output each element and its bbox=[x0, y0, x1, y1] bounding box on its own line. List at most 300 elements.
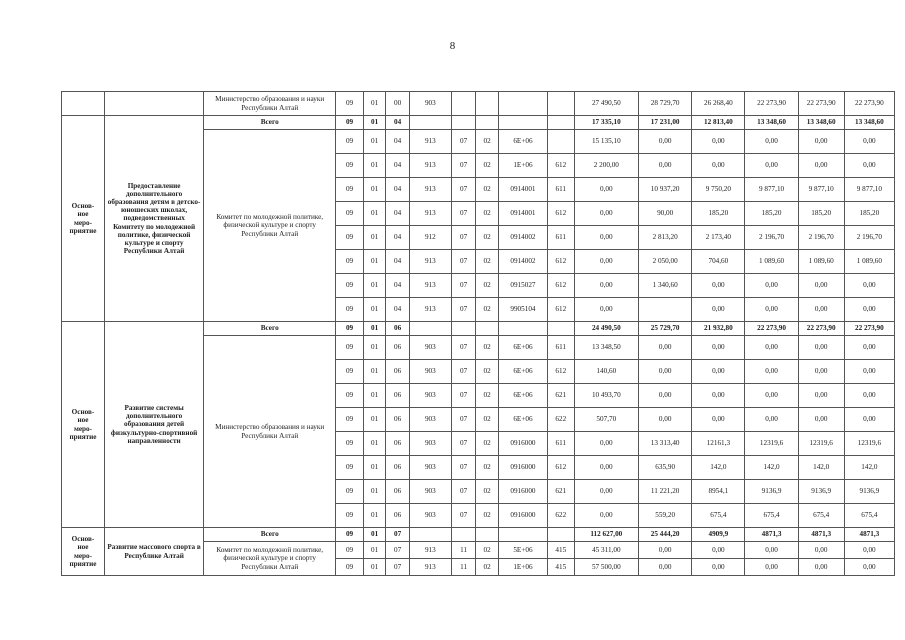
value-cell: 0,00 bbox=[745, 559, 798, 576]
value-cell: 0,00 bbox=[574, 456, 638, 480]
code-cell: 01 bbox=[363, 322, 386, 336]
value-cell: 0,00 bbox=[692, 154, 745, 178]
code-cell: 913 bbox=[409, 154, 451, 178]
code-cell: 07 bbox=[386, 559, 410, 576]
value-cell: 0,00 bbox=[639, 130, 692, 154]
value-cell: 0,00 bbox=[692, 274, 745, 298]
code-cell: 612 bbox=[547, 274, 574, 298]
empty-cell bbox=[409, 116, 451, 130]
value-cell: 140,60 bbox=[574, 360, 638, 384]
code-cell: 09 bbox=[336, 432, 364, 456]
code-cell: 622 bbox=[547, 504, 574, 528]
value-cell: 635,90 bbox=[639, 456, 692, 480]
code-cell: 11 bbox=[451, 542, 476, 559]
code-cell: 07 bbox=[451, 202, 476, 226]
value-cell: 0,00 bbox=[798, 274, 844, 298]
value-cell: 0,00 bbox=[639, 360, 692, 384]
value-cell: 0,00 bbox=[692, 360, 745, 384]
code-cell: 07 bbox=[451, 384, 476, 408]
code-cell: 0914002 bbox=[498, 226, 547, 250]
code-cell: 09 bbox=[336, 130, 364, 154]
value-cell: 22 273,90 bbox=[798, 92, 844, 116]
code-cell: 9905104 bbox=[498, 298, 547, 322]
value-cell: 0,00 bbox=[574, 202, 638, 226]
empty-cell bbox=[409, 528, 451, 542]
code-cell: 07 bbox=[386, 542, 410, 559]
code-cell: 02 bbox=[476, 360, 499, 384]
code-cell: 00 bbox=[386, 92, 410, 116]
value-cell: 0,00 bbox=[844, 559, 894, 576]
code-cell: 06 bbox=[386, 504, 410, 528]
code-cell: 11 bbox=[451, 559, 476, 576]
code-cell: 903 bbox=[409, 384, 451, 408]
value-cell: 0,00 bbox=[844, 298, 894, 322]
code-cell: 02 bbox=[476, 336, 499, 360]
value-cell: 9 877,10 bbox=[745, 178, 798, 202]
code-cell: 09 bbox=[336, 360, 364, 384]
value-cell: 0,00 bbox=[745, 542, 798, 559]
code-cell: 913 bbox=[409, 559, 451, 576]
value-cell: 0,00 bbox=[639, 154, 692, 178]
total-value-cell: 17 335,10 bbox=[574, 116, 638, 130]
code-cell: 06 bbox=[386, 384, 410, 408]
empty-cell bbox=[498, 116, 547, 130]
code-cell: 07 bbox=[451, 298, 476, 322]
code-cell: 02 bbox=[476, 559, 499, 576]
code-cell: 0916000 bbox=[498, 504, 547, 528]
code-cell: 01 bbox=[363, 130, 386, 154]
code-cell bbox=[498, 92, 547, 116]
code-cell: 0915027 bbox=[498, 274, 547, 298]
value-cell: 185,20 bbox=[692, 202, 745, 226]
page-number: 8 bbox=[449, 40, 456, 52]
empty-cell bbox=[104, 92, 203, 116]
code-cell: 04 bbox=[386, 250, 410, 274]
value-cell: 2 050,00 bbox=[639, 250, 692, 274]
code-cell: 6E+06 bbox=[498, 360, 547, 384]
code-cell: 6E+06 bbox=[498, 336, 547, 360]
value-cell: 13 313,40 bbox=[639, 432, 692, 456]
value-cell: 0,00 bbox=[844, 154, 894, 178]
code-cell: 0914001 bbox=[498, 178, 547, 202]
value-cell: 0,00 bbox=[574, 480, 638, 504]
code-cell: 09 bbox=[336, 154, 364, 178]
value-cell: 9 750,20 bbox=[692, 178, 745, 202]
total-row bbox=[62, 116, 895, 130]
value-cell: 12319,6 bbox=[745, 432, 798, 456]
code-cell: 02 bbox=[476, 226, 499, 250]
value-cell: 12319,6 bbox=[844, 432, 894, 456]
total-value-cell: 13 348,60 bbox=[798, 116, 844, 130]
code-cell: 02 bbox=[476, 480, 499, 504]
total-label-cell: Всего bbox=[204, 116, 336, 130]
code-cell: 415 bbox=[547, 559, 574, 576]
value-cell: 0,00 bbox=[844, 360, 894, 384]
code-cell: 07 bbox=[451, 360, 476, 384]
value-cell: 142,0 bbox=[745, 456, 798, 480]
code-cell: 01 bbox=[363, 384, 386, 408]
value-cell: 0,00 bbox=[692, 559, 745, 576]
value-cell: 2 173,40 bbox=[692, 226, 745, 250]
value-cell: 185,20 bbox=[798, 202, 844, 226]
code-cell: 1E+06 bbox=[498, 154, 547, 178]
code-cell: 04 bbox=[386, 298, 410, 322]
code-cell: 09 bbox=[336, 322, 364, 336]
empty-cell bbox=[409, 322, 451, 336]
code-cell: 09 bbox=[336, 504, 364, 528]
code-cell: 903 bbox=[409, 336, 451, 360]
empty-cell bbox=[498, 528, 547, 542]
total-value-cell: 13 348,60 bbox=[745, 116, 798, 130]
value-cell: 0,00 bbox=[692, 384, 745, 408]
total-row bbox=[62, 322, 895, 336]
total-row bbox=[62, 528, 895, 542]
code-cell: 611 bbox=[547, 226, 574, 250]
code-cell: 04 bbox=[386, 116, 410, 130]
code-cell: 01 bbox=[363, 274, 386, 298]
code-cell: 01 bbox=[363, 116, 386, 130]
code-cell: 611 bbox=[547, 178, 574, 202]
code-cell: 02 bbox=[476, 504, 499, 528]
code-cell: 07 bbox=[451, 250, 476, 274]
table-row bbox=[62, 92, 895, 116]
value-cell: 10 937,20 bbox=[639, 178, 692, 202]
value-cell: 0,00 bbox=[844, 336, 894, 360]
value-cell: 2 196,70 bbox=[798, 226, 844, 250]
value-cell: 559,20 bbox=[639, 504, 692, 528]
empty-cell bbox=[476, 528, 499, 542]
empty-cell bbox=[476, 116, 499, 130]
code-cell: 02 bbox=[476, 154, 499, 178]
code-cell: 09 bbox=[336, 559, 364, 576]
empty-cell bbox=[62, 92, 105, 116]
code-cell: 02 bbox=[476, 130, 499, 154]
value-cell: 0,00 bbox=[745, 336, 798, 360]
code-cell: 913 bbox=[409, 274, 451, 298]
value-cell: 0,00 bbox=[574, 226, 638, 250]
value-cell: 0,00 bbox=[798, 542, 844, 559]
empty-cell bbox=[547, 116, 574, 130]
code-cell: 01 bbox=[363, 528, 386, 542]
value-cell bbox=[639, 298, 692, 322]
value-cell: 0,00 bbox=[844, 408, 894, 432]
value-cell: 704,60 bbox=[692, 250, 745, 274]
code-cell: 611 bbox=[547, 336, 574, 360]
empty-cell bbox=[476, 322, 499, 336]
code-cell: 02 bbox=[476, 178, 499, 202]
total-value-cell: 21 932,80 bbox=[692, 322, 745, 336]
value-cell: 0,00 bbox=[745, 298, 798, 322]
activity-type-cell: Основ- ное меро- приятие bbox=[62, 528, 105, 576]
value-cell: 0,00 bbox=[574, 274, 638, 298]
value-cell: 0,00 bbox=[798, 298, 844, 322]
code-cell: 07 bbox=[451, 178, 476, 202]
value-cell: 9136,9 bbox=[798, 480, 844, 504]
value-cell: 185,20 bbox=[745, 202, 798, 226]
value-cell: 1 089,60 bbox=[798, 250, 844, 274]
value-cell: 2 196,70 bbox=[844, 226, 894, 250]
code-cell: 04 bbox=[386, 226, 410, 250]
code-cell: 04 bbox=[386, 202, 410, 226]
code-cell: 621 bbox=[547, 480, 574, 504]
total-value-cell: 25 444,20 bbox=[639, 528, 692, 542]
total-value-cell: 22 273,90 bbox=[745, 322, 798, 336]
code-cell: 02 bbox=[476, 250, 499, 274]
code-cell: 09 bbox=[336, 250, 364, 274]
value-cell: 142,0 bbox=[692, 456, 745, 480]
total-value-cell: 25 729,70 bbox=[639, 322, 692, 336]
code-cell: 07 bbox=[451, 480, 476, 504]
code-cell: 622 bbox=[547, 408, 574, 432]
value-cell: 0,00 bbox=[692, 130, 745, 154]
activity-type-cell: Основ- ное меро- приятие bbox=[62, 116, 105, 322]
code-cell: 01 bbox=[363, 432, 386, 456]
code-cell: 07 bbox=[451, 456, 476, 480]
value-cell: 0,00 bbox=[798, 154, 844, 178]
code-cell: 612 bbox=[547, 298, 574, 322]
code-cell: 0916000 bbox=[498, 480, 547, 504]
total-label-cell: Всего bbox=[204, 322, 336, 336]
value-cell: 0,00 bbox=[798, 130, 844, 154]
value-cell: 22 273,90 bbox=[745, 92, 798, 116]
code-cell: 09 bbox=[336, 542, 364, 559]
empty-cell bbox=[451, 116, 476, 130]
value-cell: 0,00 bbox=[745, 408, 798, 432]
total-value-cell: 17 231,00 bbox=[639, 116, 692, 130]
empty-cell bbox=[547, 528, 574, 542]
value-cell: 0,00 bbox=[692, 408, 745, 432]
code-cell: 01 bbox=[363, 408, 386, 432]
value-cell: 45 311,00 bbox=[574, 542, 638, 559]
activity-name-cell: Развитие массового спорта в Республике Алтай bbox=[104, 528, 203, 576]
code-cell: 09 bbox=[336, 226, 364, 250]
value-cell: 0,00 bbox=[844, 542, 894, 559]
code-cell: 01 bbox=[363, 202, 386, 226]
code-cell: 02 bbox=[476, 298, 499, 322]
value-cell: 15 135,10 bbox=[574, 130, 638, 154]
organization-cell: Министерство образования и науки Республики Алтай bbox=[204, 336, 336, 528]
code-cell: 612 bbox=[547, 360, 574, 384]
code-cell: 611 bbox=[547, 432, 574, 456]
code-cell: 913 bbox=[409, 202, 451, 226]
code-cell: 903 bbox=[409, 408, 451, 432]
code-cell: 04 bbox=[386, 274, 410, 298]
code-cell: 02 bbox=[476, 384, 499, 408]
code-cell: 09 bbox=[336, 336, 364, 360]
budget-table bbox=[61, 91, 895, 576]
value-cell: 26 268,40 bbox=[692, 92, 745, 116]
value-cell: 10 493,70 bbox=[574, 384, 638, 408]
code-cell: 01 bbox=[363, 360, 386, 384]
code-cell: 612 bbox=[547, 154, 574, 178]
code-cell: 913 bbox=[409, 130, 451, 154]
value-cell: 0,00 bbox=[639, 542, 692, 559]
code-cell: 09 bbox=[336, 384, 364, 408]
total-value-cell: 24 490,50 bbox=[574, 322, 638, 336]
organization-cell: Комитет по молодежной политике, физической культуре и спорту Республики Алтай bbox=[204, 542, 336, 576]
total-value-cell: 22 273,90 bbox=[798, 322, 844, 336]
code-cell: 06 bbox=[386, 322, 410, 336]
value-cell: 1 340,60 bbox=[639, 274, 692, 298]
code-cell: 913 bbox=[409, 250, 451, 274]
total-label-cell: Всего bbox=[204, 528, 336, 542]
code-cell bbox=[547, 130, 574, 154]
total-value-cell: 4909,9 bbox=[692, 528, 745, 542]
value-cell: 0,00 bbox=[844, 130, 894, 154]
code-cell: 415 bbox=[547, 542, 574, 559]
activity-name-cell: Предоставление дополнительного образования детям в детско-юношеских школах, подведомственных Комитету по молодежной политике, физической культуре и спорту Республики Алтай bbox=[104, 116, 203, 322]
value-cell: 0,00 bbox=[798, 336, 844, 360]
value-cell: 0,00 bbox=[798, 559, 844, 576]
code-cell: 01 bbox=[363, 480, 386, 504]
value-cell: 12319,6 bbox=[798, 432, 844, 456]
code-cell: 07 bbox=[451, 432, 476, 456]
value-cell: 2 196,70 bbox=[745, 226, 798, 250]
code-cell: 6E+06 bbox=[498, 384, 547, 408]
empty-cell bbox=[547, 322, 574, 336]
code-cell: 01 bbox=[363, 226, 386, 250]
code-cell: 01 bbox=[363, 92, 386, 116]
code-cell: 903 bbox=[409, 92, 451, 116]
value-cell: 2 813,20 bbox=[639, 226, 692, 250]
value-cell: 1 089,60 bbox=[745, 250, 798, 274]
code-cell: 07 bbox=[451, 274, 476, 298]
activity-name-cell: Развитие системы дополнительного образования детей физкультурно-спортивной направленности bbox=[104, 322, 203, 528]
code-cell: 612 bbox=[547, 250, 574, 274]
code-cell: 09 bbox=[336, 408, 364, 432]
code-cell bbox=[451, 92, 476, 116]
value-cell: 0,00 bbox=[745, 130, 798, 154]
code-cell: 02 bbox=[476, 432, 499, 456]
code-cell: 06 bbox=[386, 432, 410, 456]
code-cell: 06 bbox=[386, 480, 410, 504]
code-cell: 903 bbox=[409, 360, 451, 384]
code-cell: 913 bbox=[409, 178, 451, 202]
value-cell: 9136,9 bbox=[844, 480, 894, 504]
code-cell: 07 bbox=[451, 130, 476, 154]
value-cell: 0,00 bbox=[745, 274, 798, 298]
code-cell: 612 bbox=[547, 456, 574, 480]
value-cell: 507,70 bbox=[574, 408, 638, 432]
code-cell: 903 bbox=[409, 432, 451, 456]
value-cell: 12161,3 bbox=[692, 432, 745, 456]
value-cell: 0,00 bbox=[574, 250, 638, 274]
value-cell: 0,00 bbox=[574, 504, 638, 528]
code-cell: 07 bbox=[451, 226, 476, 250]
code-cell: 01 bbox=[363, 336, 386, 360]
value-cell: 11 221,20 bbox=[639, 480, 692, 504]
code-cell: 903 bbox=[409, 504, 451, 528]
value-cell: 9 877,10 bbox=[798, 178, 844, 202]
empty-cell bbox=[451, 322, 476, 336]
value-cell: 0,00 bbox=[574, 178, 638, 202]
code-cell: 01 bbox=[363, 298, 386, 322]
value-cell: 0,00 bbox=[692, 542, 745, 559]
value-cell: 0,00 bbox=[574, 298, 638, 322]
value-cell: 0,00 bbox=[639, 559, 692, 576]
code-cell: 04 bbox=[386, 130, 410, 154]
code-cell: 0914001 bbox=[498, 202, 547, 226]
value-cell: 8954,1 bbox=[692, 480, 745, 504]
value-cell: 675,4 bbox=[745, 504, 798, 528]
value-cell: 675,4 bbox=[798, 504, 844, 528]
value-cell: 9 877,10 bbox=[844, 178, 894, 202]
code-cell: 09 bbox=[336, 202, 364, 226]
code-cell: 1E+06 bbox=[498, 559, 547, 576]
value-cell: 675,4 bbox=[844, 504, 894, 528]
code-cell bbox=[547, 92, 574, 116]
value-cell: 57 500,00 bbox=[574, 559, 638, 576]
code-cell: 09 bbox=[336, 274, 364, 298]
code-cell: 0916000 bbox=[498, 456, 547, 480]
code-cell: 09 bbox=[336, 480, 364, 504]
total-value-cell: 112 627,00 bbox=[574, 528, 638, 542]
code-cell: 09 bbox=[336, 178, 364, 202]
code-cell: 01 bbox=[363, 178, 386, 202]
value-cell: 9136,9 bbox=[745, 480, 798, 504]
code-cell: 5E+06 bbox=[498, 542, 547, 559]
code-cell: 01 bbox=[363, 154, 386, 178]
code-cell: 02 bbox=[476, 408, 499, 432]
code-cell: 01 bbox=[363, 456, 386, 480]
value-cell: 0,00 bbox=[639, 384, 692, 408]
total-value-cell: 22 273,90 bbox=[844, 322, 894, 336]
code-cell: 04 bbox=[386, 178, 410, 202]
code-cell: 06 bbox=[386, 336, 410, 360]
organization-cell: Министерство образования и науки Республики Алтай bbox=[204, 92, 336, 116]
total-value-cell: 13 348,60 bbox=[844, 116, 894, 130]
total-value-cell: 4871,3 bbox=[745, 528, 798, 542]
value-cell: 0,00 bbox=[639, 336, 692, 360]
value-cell: 2 200,00 bbox=[574, 154, 638, 178]
code-cell: 09 bbox=[336, 116, 364, 130]
value-cell: 0,00 bbox=[692, 298, 745, 322]
value-cell: 90,00 bbox=[639, 202, 692, 226]
code-cell: 04 bbox=[386, 154, 410, 178]
code-cell: 09 bbox=[336, 456, 364, 480]
value-cell: 0,00 bbox=[798, 408, 844, 432]
value-cell: 28 729,70 bbox=[639, 92, 692, 116]
code-cell: 02 bbox=[476, 456, 499, 480]
code-cell: 06 bbox=[386, 360, 410, 384]
code-cell: 01 bbox=[363, 504, 386, 528]
code-cell: 913 bbox=[409, 298, 451, 322]
total-value-cell: 4871,3 bbox=[798, 528, 844, 542]
value-cell: 13 348,50 bbox=[574, 336, 638, 360]
empty-cell bbox=[451, 528, 476, 542]
code-cell: 01 bbox=[363, 542, 386, 559]
value-cell: 0,00 bbox=[844, 274, 894, 298]
code-cell: 612 bbox=[547, 202, 574, 226]
code-cell: 06 bbox=[386, 408, 410, 432]
code-cell: 6E+06 bbox=[498, 130, 547, 154]
code-cell: 07 bbox=[386, 528, 410, 542]
code-cell: 0916000 bbox=[498, 432, 547, 456]
code-cell: 913 bbox=[409, 542, 451, 559]
value-cell: 142,0 bbox=[798, 456, 844, 480]
value-cell: 1 089,60 bbox=[844, 250, 894, 274]
code-cell: 621 bbox=[547, 384, 574, 408]
code-cell: 07 bbox=[451, 336, 476, 360]
value-cell: 22 273,90 bbox=[844, 92, 894, 116]
value-cell: 0,00 bbox=[745, 154, 798, 178]
value-cell: 0,00 bbox=[745, 360, 798, 384]
empty-cell bbox=[498, 322, 547, 336]
value-cell: 0,00 bbox=[574, 432, 638, 456]
code-cell: 02 bbox=[476, 274, 499, 298]
total-value-cell: 4871,3 bbox=[844, 528, 894, 542]
code-cell: 09 bbox=[336, 92, 364, 116]
